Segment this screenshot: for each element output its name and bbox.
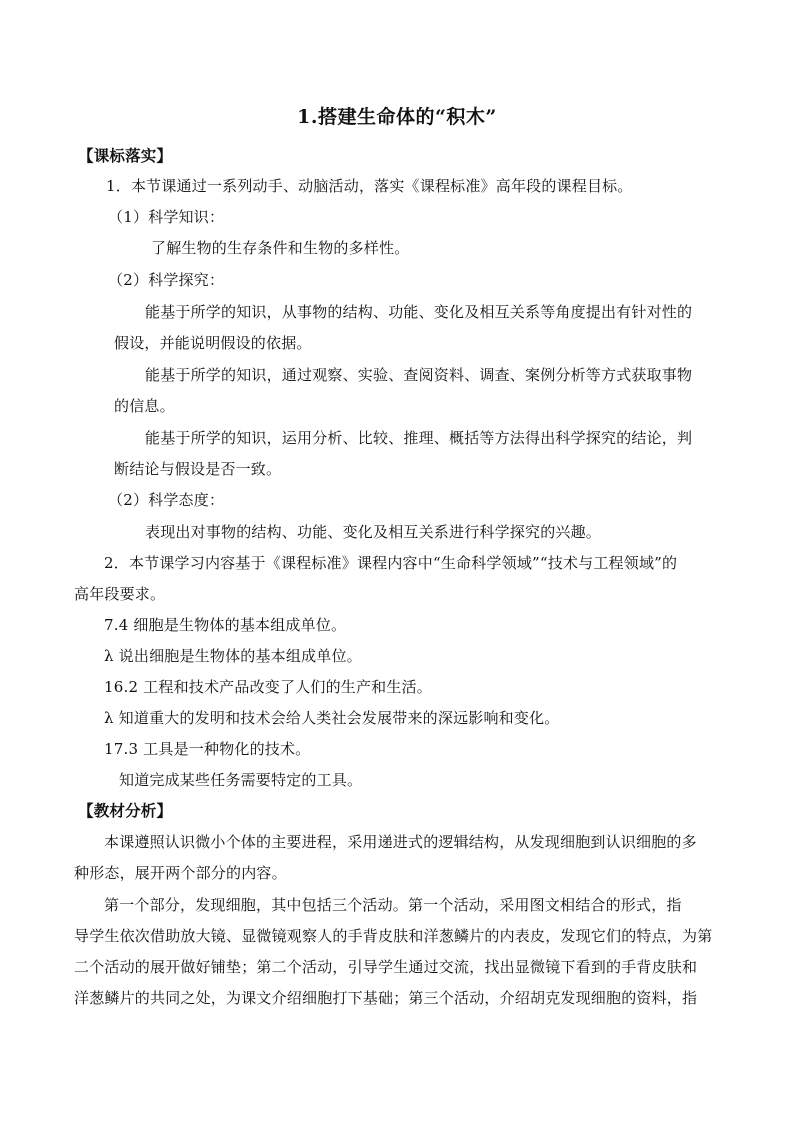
paragraph-1: 1．本节课通过一系列动手、动脑活动，落实《课程标准》高年段的课程目标。 bbox=[106, 177, 633, 195]
analysis-paragraph-1-line-2: 种形态，展开两个部分的内容。 bbox=[74, 864, 287, 882]
analysis-paragraph-2-line-3: 二个活动的展开做好铺垫；第二个活动，引导学生通过交流，找出显微镜下看到的手背皮肤和 bbox=[74, 958, 698, 976]
analysis-paragraph-1-line-1: 本课遵照认识微小个体的主要进程，采用递进式的逻辑结构，从发现细胞到认识细胞的多 bbox=[104, 833, 697, 851]
analysis-paragraph-2-line-1: 第一个部分，发现细胞，其中包括三个活动。第一个活动，采用图文相结合的形式，指 bbox=[104, 896, 682, 914]
standard-17-3: 17.3 工具是一种物化的技术。 bbox=[104, 740, 311, 758]
paragraph-2-line-2: 高年段要求。 bbox=[74, 585, 166, 603]
analysis-paragraph-2-line-2: 导学生依次借助放大镜、显微镜观察人的手背皮肤和洋葱鳞片的内表皮，发现它们的特点，为第 bbox=[74, 927, 713, 945]
section-heading-textbook-analysis: 【教材分析】 bbox=[78, 801, 173, 820]
standard-17-3-item: 知道完成某些任务需要特定的工具。 bbox=[119, 771, 363, 789]
analysis-paragraph-2-line-4: 洋葱鳞片的共同之处，为课文介绍细胞打下基础；第三个活动，介绍胡克发现细胞的资料，指 bbox=[74, 989, 698, 1007]
section-heading-curriculum: 【课标落实】 bbox=[78, 146, 173, 165]
page-title: 1.搭建生命体的“积木” bbox=[297, 106, 497, 128]
standard-7-4: 7.4 细胞是生物体的基本组成单位。 bbox=[104, 616, 347, 634]
text-science-knowledge: 了解生物的生存条件和生物的多样性。 bbox=[151, 239, 410, 257]
inquiry-paragraph-3-line-1: 能基于所学的知识，运用分析、比较、推理、概括等方法得出科学探究的结论，判 bbox=[145, 429, 693, 447]
paragraph-2-line-1: 2．本节课学习内容基于《课程标准》课程内容中“生命科学领域”“技术与工程领域”的 bbox=[104, 554, 678, 572]
inquiry-paragraph-1-line-2: 假设，并能说明假设的依据。 bbox=[114, 334, 312, 352]
subheading-science-attitude: （2）科学态度： bbox=[108, 491, 225, 509]
inquiry-paragraph-2-line-1: 能基于所学的知识，通过观察、实验、查阅资料、调查、案例分析等方式获取事物 bbox=[145, 366, 693, 384]
subheading-science-inquiry: （2）科学探究： bbox=[108, 271, 225, 289]
inquiry-paragraph-1-line-1: 能基于所学的知识，从事物的结构、功能、变化及相互关系等角度提出有针对性的 bbox=[145, 303, 693, 321]
text-science-attitude: 表现出对事物的结构、功能、变化及相互关系进行科学探究的兴趣。 bbox=[145, 523, 602, 541]
standard-16-2-bullet: λ 知道重大的发明和技术会给人类社会发展带来的深远影响和变化。 bbox=[104, 709, 560, 727]
standard-16-2: 16.2 工程和技术产品改变了人们的生产和生活。 bbox=[104, 678, 432, 696]
standard-7-4-bullet: λ 说出细胞是生物体的基本组成单位。 bbox=[104, 647, 362, 665]
inquiry-paragraph-2-line-2: 的信息。 bbox=[114, 397, 175, 415]
inquiry-paragraph-3-line-2: 断结论与假设是否一致。 bbox=[114, 460, 282, 478]
subheading-science-knowledge: （1）科学知识： bbox=[108, 208, 225, 226]
